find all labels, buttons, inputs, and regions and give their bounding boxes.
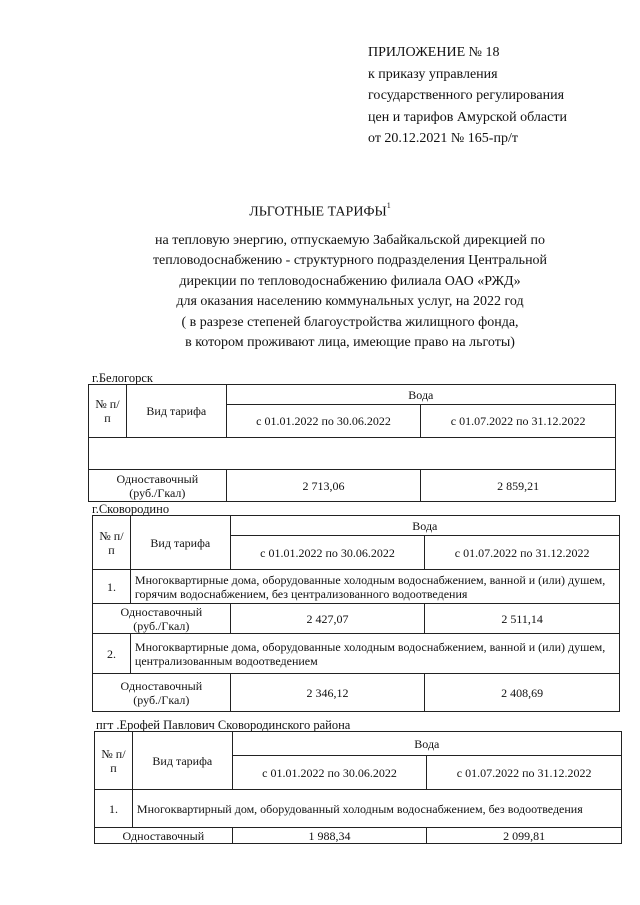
- header-num: № п/п: [95, 732, 133, 790]
- document-subtitle: [100, 231, 600, 353]
- rate-value-period-1: 2 713,06: [226, 470, 421, 502]
- rate-value-period-2: 2 511,14: [425, 604, 620, 634]
- appendix-header: [368, 42, 567, 150]
- subtitle-line: дирекции по тепловодоснабжению филиала ОАО «РЖД»: [179, 273, 521, 289]
- appendix-authority-line: государственного регулирования: [368, 88, 565, 103]
- document-title: [0, 203, 640, 221]
- subtitle-line: для оказания населению коммунальных услуг, на 2022 год: [176, 294, 524, 310]
- rate-value-period-1: 2 427,07: [230, 604, 425, 634]
- header-period-2: с 01.07.2022 по 31.12.2022: [425, 536, 620, 570]
- rate-label-line2: (руб./Гкал): [129, 485, 186, 500]
- rate-value-period-2: 2 408,69: [425, 674, 620, 712]
- header-period-1: с 01.01.2022 по 30.06.2022: [232, 756, 427, 790]
- rate-label-line1: Одноставочный: [120, 678, 203, 693]
- header-water: Вода: [232, 732, 621, 756]
- rate-value-period-1: 1 988,34: [232, 828, 427, 844]
- table-row: [93, 570, 620, 604]
- rate-label-line2: (руб./Гкал): [133, 618, 190, 633]
- subtitle-line: на тепловую энергию, отпускаемую Забайкальской дирекцией по: [155, 233, 545, 248]
- title-text: ЛЬГОТНЫЕ ТАРИФЫ: [249, 204, 387, 220]
- header-num: № п/п: [93, 516, 131, 570]
- rate-value-period-1: 2 346,12: [230, 674, 425, 712]
- table-row: [89, 470, 616, 502]
- rate-label: [93, 604, 231, 634]
- subtitle-line: ( в разрезе степеней благоустройства жилищного фонда,: [181, 314, 519, 330]
- header-type: Вид тарифа: [132, 732, 232, 790]
- header-period-2: с 01.07.2022 по 31.12.2022: [427, 756, 622, 790]
- empty-row: [89, 438, 616, 470]
- table-row: [95, 828, 622, 844]
- header-num: № п/п: [89, 385, 127, 438]
- row-description: Многоквартирные дома, оборудованные холодным водоснабжением, ванной и (или) душем, горячим водоснабжением, без централизованного водоотведения: [130, 570, 619, 604]
- subtitle-line: в котором проживают лица, имеющие право на льготы): [185, 335, 515, 351]
- rate-label-line2: (руб./Гкал): [133, 692, 190, 707]
- appendix-order-line: к приказу управления: [368, 66, 498, 82]
- rate-value-period-2: 2 859,21: [421, 470, 616, 502]
- title-footnote-mark: 1: [386, 201, 391, 210]
- table-row: [93, 634, 620, 674]
- row-number: 1.: [93, 570, 131, 604]
- tariff-table-skovorodino: [92, 515, 620, 712]
- header-water: Вода: [230, 516, 619, 536]
- rate-label: [95, 828, 233, 844]
- table-row: [95, 790, 622, 828]
- rate-label-line1: Одноставочный: [122, 828, 205, 843]
- tariff-table-belogorsk: [88, 384, 616, 502]
- subtitle-line: тепловодоснабжению - структурного подразделения Центральной: [152, 253, 548, 269]
- rate-label-line1: Одноставочный: [116, 471, 199, 486]
- appendix-date-line: от 20.12.2021 № 165-пр/т: [368, 131, 518, 146]
- rate-label: [89, 470, 227, 502]
- header-type: Вид тарифа: [130, 516, 230, 570]
- header-period-1: с 01.01.2022 по 30.06.2022: [230, 536, 425, 570]
- rate-label: [93, 674, 231, 712]
- row-number: 2.: [93, 634, 131, 674]
- tariff-table-erofey-pavlovich: [94, 731, 622, 844]
- header-period-2: с 01.07.2022 по 31.12.2022: [421, 405, 616, 438]
- table-row: [93, 604, 620, 634]
- header-type: Вид тарифа: [126, 385, 226, 438]
- table-row: [93, 674, 620, 712]
- appendix-number: ПРИЛОЖЕНИЕ № 18: [368, 45, 500, 60]
- city-label-erofey-pavlovich: пгт .Ерофей Павлович Сковородинского района: [96, 718, 351, 732]
- city-label-belogorsk: г.Белогорск: [92, 371, 153, 385]
- rate-label-line1: Одноставочный: [120, 604, 203, 619]
- appendix-region-line: цен и тарифов Амурской области: [368, 109, 567, 125]
- rate-value-period-2: 2 099,81: [427, 828, 622, 844]
- row-description: Многоквартирные дома, оборудованные холодным водоснабжением, ванной и (или) душем, централизованным водоотведением: [130, 634, 619, 674]
- row-description: Многоквартирный дом, оборудованный холодным водоснабжением, без водоотведения: [132, 790, 621, 828]
- header-water: Вода: [226, 385, 615, 405]
- row-number: 1.: [95, 790, 133, 828]
- city-label-skovorodino: г.Сковородино: [92, 502, 170, 516]
- header-period-1: с 01.01.2022 по 30.06.2022: [226, 405, 421, 438]
